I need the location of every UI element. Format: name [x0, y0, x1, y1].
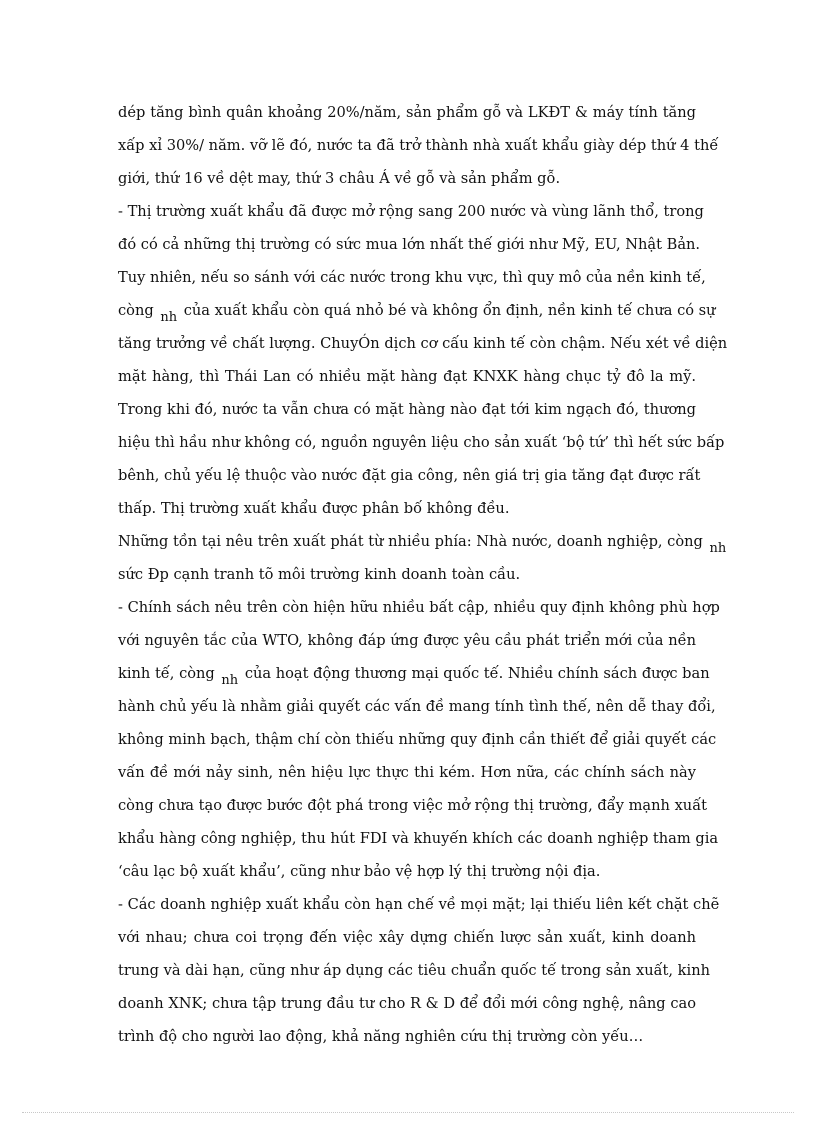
text-line: Trong khi đó, nước ta vẫn chưa có mặt hàng nào đạt tới kim ngạch đó, thương	[118, 401, 696, 418]
text-line: giới, thứ 16 về dệt may, thứ 3 châu Á về gỗ và sản phẩm gỗ.	[118, 170, 561, 187]
text-line: doanh XNK; chưa tập trung đầu tư cho R & D để đổi mới công nghệ, nâng cao	[118, 995, 696, 1012]
text-line: với nguyên tắc của WTO, không đáp ứng được yêu cầu phát triển mới của nền	[118, 632, 696, 649]
text-line: trung và dài hạn, cũng như áp dụng các tiêu chuẩn quốc tế trong sản xuất, kinh	[118, 962, 710, 979]
text-line: sức Đp cạnh tranh tõ môi trường kinh doanh toàn cầu.	[118, 566, 521, 583]
text-line: hiệu thì hầu như không có, nguồn nguyên liệu cho sản xuất ‘bộ tứ’ thì hết sức bấp	[118, 434, 725, 451]
text-line: - Chính sách nêu trên còn hiện hữu nhiều bất cập, nhiều quy định không phù hợp	[118, 599, 720, 616]
subscript-fragment: nh	[160, 310, 178, 325]
text-line	[118, 294, 716, 327]
text-line: còng chưa tạo được bước đột phá trong việc mở rộng thị trường, đẩy mạnh xuất	[118, 797, 708, 814]
text-segment: còng	[118, 302, 154, 319]
subscript-fragment: nh	[709, 541, 727, 556]
subscript-fragment: nh	[221, 673, 239, 688]
text-line: vấn đề mới nảy sinh, nên hiệu lực thực thi kém. Hơn nữa, các chính sách này	[118, 764, 696, 781]
text-line: ‘câu lạc bộ xuất khẩu’, cũng như bảo vệ hợp lý thị trường nội địa.	[118, 863, 601, 880]
text-line: mặt hàng, thì Thái Lan có nhiều mặt hàng đạt KNXK hàng chục tỷ đô la mỹ.	[118, 368, 696, 385]
text-line: thấp. Thị trường xuất khẩu được phân bố không đều.	[118, 500, 510, 517]
text-segment: của xuất khẩu còn quá nhỏ bé và không ổn định, nền kinh tế chưa có sự	[183, 302, 716, 319]
text-line: xấp xỉ 30%/ năm. vỡ lẽ đó, nước ta đã trở thành nhà xuất khẩu giày dép thứ 4 thế	[118, 137, 719, 154]
text-line	[118, 657, 710, 690]
text-segment: kinh tế, còng	[118, 665, 215, 682]
text-line: bênh, chủ yếu lệ thuộc vào nước đặt gia công, nên giá trị gia tăng đạt được rất	[118, 467, 701, 484]
document-body	[118, 96, 728, 1053]
text-line	[118, 525, 727, 558]
text-line: trình độ cho người lao động, khả năng nghiên cứu thị trường còn yếu…	[118, 1028, 644, 1045]
text-line: khẩu hàng công nghiệp, thu hút FDI và khuyến khích các doanh nghiệp tham gia	[118, 830, 719, 847]
text-line: - Các doanh nghiệp xuất khẩu còn hạn chế về mọi mặt; lại thiếu liên kết chặt chẽ	[118, 896, 720, 913]
text-segment: của hoạt động thương mại quốc tế. Nhiều chính sách được ban	[244, 665, 710, 682]
text-line: đó có cả những thị trường có sức mua lớn nhất thế giới như Mỹ, EU, Nhật Bản.	[118, 236, 701, 253]
text-line: Tuy nhiên, nếu so sánh với các nước trong khu vực, thì quy mô của nền kinh tế,	[118, 269, 706, 286]
text-segment: Những tồn tại nêu trên xuất phát từ nhiều phía: Nhà nước, doanh nghiệp, còng	[118, 533, 703, 550]
text-line: dép tăng bình quân khoảng 20%/năm, sản phẩm gỗ và LKĐT & máy tính tăng	[118, 104, 696, 121]
text-line: - Thị trường xuất khẩu đã được mở rộng sang 200 nước và vùng lãnh thổ, trong	[118, 203, 704, 220]
text-line: với nhau; chưa coi trọng đến việc xây dựng chiến lược sản xuất, kinh doanh	[118, 929, 696, 946]
text-line: không minh bạch, thậm chí còn thiếu những quy định cần thiết để giải quyết các	[118, 731, 717, 748]
page-bottom-rule	[22, 1112, 794, 1113]
text-line: hành chủ yếu là nhằm giải quyết các vấn đề mang tính tình thế, nên dễ thay đổi,	[118, 698, 716, 715]
text-line: tăng trưởng về chất lượng. ChuyÓn dịch cơ cấu kinh tế còn chậm. Nếu xét về diện	[118, 335, 728, 352]
